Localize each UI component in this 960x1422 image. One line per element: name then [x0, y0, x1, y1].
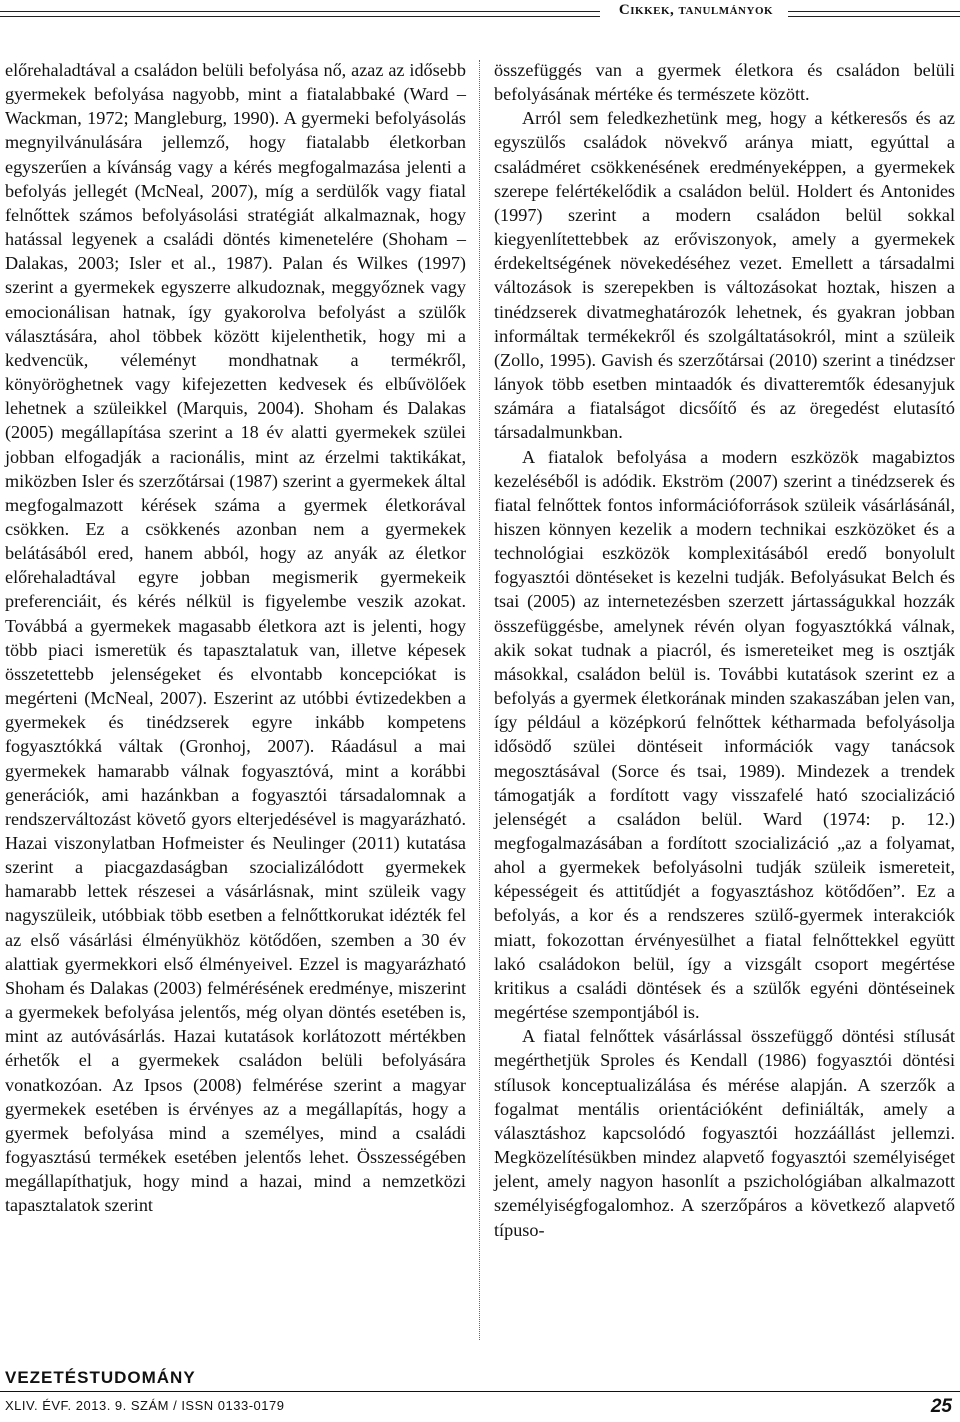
journal-name: VEZETÉSTUDOMÁNY — [5, 1368, 196, 1387]
paragraph: Arról sem feledkezhetünk meg, hogy a kétkeresős és az egyszülős családok növekvő aránya miatt, egyúttal a családméret csökkenésének eredményeképpen, a gyermekek szerepe felértékelődik a családon belül. Holdert és Antonides (1997) szerint a modern családon belül sokkal kiegyenlítettebbek az erőviszonyok, amely a gyermekek érdekeltségének növekedéséhez vezet. Emellett a társadalmi változások is szerepekben is változásokat hoztak, hiszen a tinédzserek divatmeghatározók lehetnek, és gyakran jobban informáltak termékekről és szolgáltatásokról, mint a szüleik (Zollo, 1995). Gavish és szerzőtársai (2010) szerint a tinédzser lányok több esetben mintaadók és divatteremtők édesanyjuk számára a fiatalságot dicsőítő és az öregedést elutasító társadalmunkban. — [494, 108, 955, 443]
paragraph: előrehaladtával a családon belüli befolyása nő, azaz az idősebb gyermekek befolyása nagyobb, mint a fiatalabbaké (Ward – Wackman, 1972; Mangleburg, 1990). A gyermeki befolyásolás megnyilvánulására jellemző, hogy fiatalabb életkorban egyszerűen a kívánság vagy a kérés megfogalmazása jelenti a befolyás jellegét (McNeal, 2007), míg a serdülők vagy fiatal felnőttek számos befolyásolási stratégiát alkalmaznak, hogy hatással legyenek a családi döntés kimenetelére (Shoham – Dalakas, 2003; Isler et al., 1987). Palan és Wilkes (1997) szerint a gyermekek egyszerre alkudoznak, meggyőznek vagy emocionálisan hatnak, így gyakorolva befolyást a szülők választására, ahol többek között kijelenthetik, hogy mi a kedvencük, véleményt mondhatnak a termékről, könyöröghetnek vagy kifejezetten kedvesek és elbűvölőek lehetnek a szüleikkel (Marquis, 2004). Shoham és Dalakas (2005) megállapítása szerint a 18 év alatti gyermekek szülei jobban elfogadják a racionális, mint az érzelmi taktikákat, miközben Isler és szerzőtársai (1987) szerint a gyermekek által megfogalmazott kérések száma a gyermek életkorával csökken. Ez a csökkenés azonban nem a gyermekek belátásából ered, hanem abból, hogy az anyák az életkor előrehaladtával egyre jobban megismerik gyermekeik preferenciáit, és kérés nélkül is figyelembe veszik azokat. Továbbá a gyermekek magasabb életkora azt is jelenti, hogy több piaci ismeretük és tapasztalatuk van, illetve képesek összetettebb jelenségeket és elvontabb koncepciókat is megérteni (McNeal, 2007). Eszerint az utóbbi évtizedekben a gyermekek és tinédzserek egyre inkább kompetens fogyasztókká váltak (Gronhoj, 2007). Ráadásul a mai gyermekek hamarabb válnak fogyasztóvá, mint a korábbi generációk, ami hazánkban a fogyasztói társadalomnak a rendszerváltozást követő gyors elterjedésével is magyarázható. Hazai viszonylatban Hofmeister és Neulinger (2011) kutatása szerint a piacgazdaságban szocializálódott gyermekek hamarabb lettek részesei a vásárlásnak, mint szüleik vagy nagyszüleik, utóbbiak több esetben a felnőttkorukat idézték fel az első vásárlási élményükhöz kötődően, szemben a 30 év alattiak gyermekkori első élményeivel. Ezzel is magyarázható Shoham és Dalakas (2003) felmérésének eredménye, miszerint a gyermekek befolyása jelentős, még olyan döntés esetében is, mint az autóvásárlás. Hazai kutatások korlátozott mértékben érhetők el a gyermekek családon belüli befolyására vonatkozóan. Az Ipsos (2008) felmérése szerint a magyar gyermekek esetében is érvényes az a megállapítás, hogy a gyermek befolyása mind a személyes, mind a családi fogyasztású termékek esetében jelentős lehet. Összességében megállapíthatjuk, hogy mind a hazai, mind a nemzetközi tapasztalatok szerint — [5, 60, 466, 1216]
footer-rule — [0, 1391, 960, 1392]
issue-info: XLIV. ÉVF. 2013. 9. SZÁM / ISSN 0133-0179 — [5, 1398, 285, 1413]
header-rule-right — [788, 11, 960, 17]
paragraph: összefüggés van a gyermek életkora és családon belüli befolyásának mértéke és természete között. — [494, 60, 955, 105]
page-number: 25 — [930, 1396, 952, 1417]
column-divider — [479, 60, 480, 1340]
left-column — [5, 58, 466, 1218]
header-rule-left — [0, 11, 600, 17]
paragraph: A fiatal felnőttek vásárlással összefüggő döntési stílusát megérthetjük Sproles és Kendall (1986) fogyasztói döntési stílusok konceptualizálása és mérése alapján. A szerzők a fogalmat mentális orientációként definiálták, amely a választáshoz kapcsolódó fogyasztói hozzáállást jellemzi. Megközelítésükben mindez alapvető fogyasztói személyiséget jelent, amely nagyon hasonlít a pszichológiában alkalmazott személyiségfogalomhoz. A szerzőpáros a következő alapvető típuso- — [494, 1026, 955, 1240]
paragraph: A fiatalok befolyása a modern eszközök magabiztos kezeléséből is adódik. Ekström (2007) szerint a tinédzserek és fiatal felnőttek fontos információforrások szüleik vásárlásánál, hiszen könnyen kezelik a modern technikai eszközöket és a technológiai eszközök komplexitásából eredő bonyolult fogyasztói döntéseket is kezelni tudják. Befolyásukat Belch és tsai (2005) az internetezésben szerzett jártasságukkal hozzák összefüggésbe, amelynek révén olyan fogyasztókká válnak, akik sokat tudnak a piacról, és ismereteiket meg is osztják másokkal, családon belül is. További kutatások szerint ez a befolyás a gyermek életkorának minden szakaszában jelen van, így például a középkorú felnőttek kétharmada befolyásolja idősödő szülei döntéseit információk vagy tanácsok megosztásával (Sorce és tsai, 1989). Mindezek a trendek támogatják a fordított vagy visszafelé ható szocializáció jelenségét a családon belül. Ward (1974: p. 12.) megfogalmazásában a fordított szocializáció „az a folyamat, ahol a gyermekek befolyásolni tudják szüleik ismereteit, képességeit és attitűdjét a fogyasztáshoz kötődően”. Ez a befolyás, a kor és a rendszeres szülő-gyermek interakciók miatt, fokozottan érvényesülhet a fiatal felnőttekkel együtt lakó családokon belül, így a vizsgált csoport megértése kritikus a családi döntések és a szülők egyéni döntéseinek megértése szempontjából is. — [494, 446, 955, 1023]
running-header — [0, 2, 960, 24]
right-column — [494, 58, 955, 1242]
section-title: Cikkek, tanulmányok — [618, 2, 774, 18]
